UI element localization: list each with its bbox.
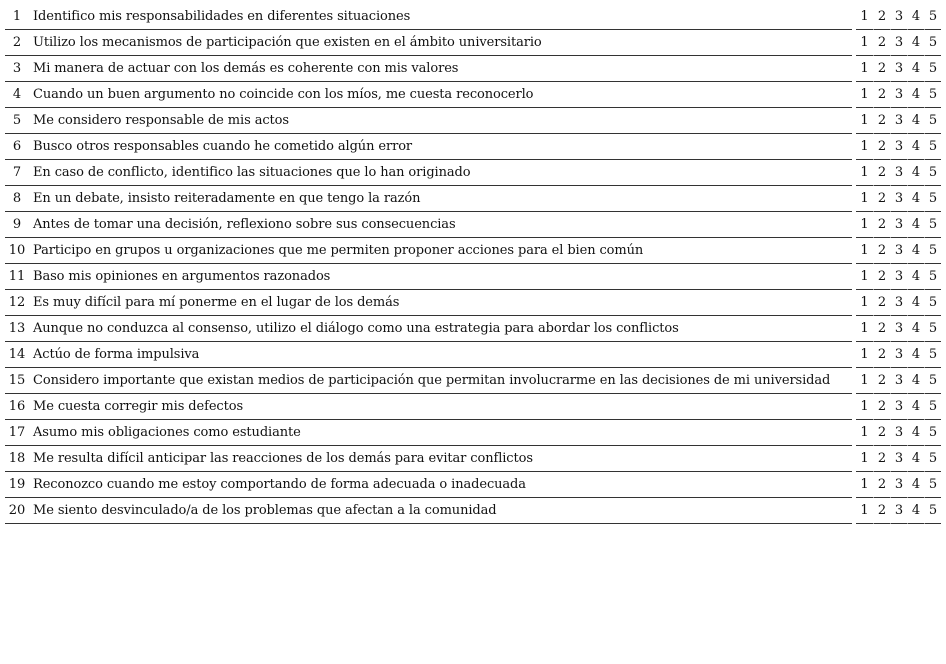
table-row (5, 108, 941, 134)
rating-option-5[interactable]: 5 (924, 498, 941, 524)
rating-option-3[interactable]: 3 (890, 30, 907, 56)
rating-option-5[interactable]: 5 (924, 108, 941, 134)
rating-option-2[interactable]: 2 (873, 394, 890, 420)
rating-option-2[interactable]: 2 (873, 498, 890, 524)
rating-option-3[interactable]: 3 (890, 290, 907, 316)
rating-option-1[interactable]: 1 (856, 342, 873, 368)
rating-option-3[interactable]: 3 (890, 4, 907, 30)
rating-option-3[interactable]: 3 (890, 472, 907, 498)
rating-option-3[interactable]: 3 (890, 212, 907, 238)
rating-option-2[interactable]: 2 (873, 160, 890, 186)
table-row (5, 82, 941, 108)
item-number: 2 (5, 30, 29, 56)
rating-option-3[interactable]: 3 (890, 56, 907, 82)
table-row (5, 4, 941, 30)
rating-option-1[interactable]: 1 (856, 108, 873, 134)
rating-option-4[interactable]: 4 (907, 290, 924, 316)
rating-option-1[interactable]: 1 (856, 30, 873, 56)
rating-option-3[interactable]: 3 (890, 446, 907, 472)
item-statement: Baso mis opiniones en argumentos razonados (29, 264, 852, 290)
item-statement: Cuando un buen argumento no coincide con los míos, me cuesta reconocerlo (29, 82, 852, 108)
rating-option-1[interactable]: 1 (856, 498, 873, 524)
rating-option-5[interactable]: 5 (924, 134, 941, 160)
rating-option-5[interactable]: 5 (924, 264, 941, 290)
rating-option-4[interactable]: 4 (907, 238, 924, 264)
table-row (5, 30, 941, 56)
table-row (5, 394, 941, 420)
item-statement: Asumo mis obligaciones como estudiante (29, 420, 852, 446)
rating-option-2[interactable]: 2 (873, 446, 890, 472)
item-number: 11 (5, 264, 29, 290)
rating-option-4[interactable]: 4 (907, 56, 924, 82)
rating-option-3[interactable]: 3 (890, 160, 907, 186)
item-statement: En caso de conflicto, identifico las situaciones que lo han originado (29, 160, 852, 186)
item-statement: Considero importante que existan medios de participación que permitan involucrarme en las decisiones de mi universidad (29, 368, 852, 394)
rating-option-3[interactable]: 3 (890, 394, 907, 420)
rating-option-1[interactable]: 1 (856, 472, 873, 498)
rating-option-3[interactable]: 3 (890, 82, 907, 108)
rating-option-1[interactable]: 1 (856, 160, 873, 186)
rating-option-2[interactable]: 2 (873, 212, 890, 238)
rating-option-4[interactable]: 4 (907, 446, 924, 472)
rating-option-1[interactable]: 1 (856, 82, 873, 108)
rating-option-2[interactable]: 2 (873, 186, 890, 212)
rating-option-5[interactable]: 5 (924, 186, 941, 212)
rating-option-4[interactable]: 4 (907, 394, 924, 420)
rating-option-5[interactable]: 5 (924, 368, 941, 394)
rating-option-2[interactable]: 2 (873, 342, 890, 368)
item-statement: Antes de tomar una decisión, reflexiono sobre sus consecuencias (29, 212, 852, 238)
item-statement: Me resulta difícil anticipar las reacciones de los demás para evitar conflictos (29, 446, 852, 472)
rating-option-4[interactable]: 4 (907, 108, 924, 134)
rating-option-4[interactable]: 4 (907, 498, 924, 524)
rating-option-1[interactable]: 1 (856, 4, 873, 30)
item-statement: Busco otros responsables cuando he cometido algún error (29, 134, 852, 160)
rating-option-4[interactable]: 4 (907, 342, 924, 368)
table-row (5, 238, 941, 264)
table-row (5, 420, 941, 446)
rating-option-2[interactable]: 2 (873, 290, 890, 316)
rating-option-5[interactable]: 5 (924, 56, 941, 82)
table-row (5, 212, 941, 238)
table-row (5, 160, 941, 186)
table-row (5, 498, 941, 524)
rating-option-4[interactable]: 4 (907, 368, 924, 394)
item-statement: Utilizo los mecanismos de participación que existen en el ámbito universitario (29, 30, 852, 56)
rating-option-4[interactable]: 4 (907, 82, 924, 108)
rating-option-2[interactable]: 2 (873, 368, 890, 394)
rating-option-1[interactable]: 1 (856, 134, 873, 160)
item-number: 5 (5, 108, 29, 134)
rating-option-5[interactable]: 5 (924, 316, 941, 342)
rating-option-2[interactable]: 2 (873, 4, 890, 30)
item-number: 9 (5, 212, 29, 238)
item-number: 8 (5, 186, 29, 212)
table-row (5, 316, 941, 342)
rating-option-3[interactable]: 3 (890, 264, 907, 290)
item-statement: Actúo de forma impulsiva (29, 342, 852, 368)
rating-option-5[interactable]: 5 (924, 212, 941, 238)
rating-option-4[interactable]: 4 (907, 420, 924, 446)
rating-option-1[interactable]: 1 (856, 420, 873, 446)
item-statement: Me considero responsable de mis actos (29, 108, 852, 134)
item-statement: Me cuesta corregir mis defectos (29, 394, 852, 420)
rating-option-1[interactable]: 1 (856, 368, 873, 394)
rating-option-5[interactable]: 5 (924, 82, 941, 108)
rating-option-1[interactable]: 1 (856, 264, 873, 290)
table-row (5, 472, 941, 498)
rating-option-3[interactable]: 3 (890, 342, 907, 368)
rating-option-2[interactable]: 2 (873, 30, 890, 56)
rating-option-5[interactable]: 5 (924, 4, 941, 30)
rating-option-4[interactable]: 4 (907, 160, 924, 186)
rating-option-4[interactable]: 4 (907, 4, 924, 30)
rating-option-1[interactable]: 1 (856, 186, 873, 212)
rating-option-2[interactable]: 2 (873, 316, 890, 342)
item-number: 14 (5, 342, 29, 368)
rating-option-3[interactable]: 3 (890, 108, 907, 134)
item-number: 19 (5, 472, 29, 498)
item-number: 1 (5, 4, 29, 30)
rating-option-4[interactable]: 4 (907, 186, 924, 212)
rating-option-3[interactable]: 3 (890, 420, 907, 446)
questionnaire-table (5, 4, 941, 524)
table-row (5, 446, 941, 472)
rating-option-2[interactable]: 2 (873, 472, 890, 498)
rating-option-2[interactable]: 2 (873, 238, 890, 264)
item-number: 10 (5, 238, 29, 264)
item-statement: Participo en grupos u organizaciones que me permiten proponer acciones para el bien común (29, 238, 852, 264)
rating-option-4[interactable]: 4 (907, 316, 924, 342)
item-number: 4 (5, 82, 29, 108)
rating-option-5[interactable]: 5 (924, 160, 941, 186)
rating-option-3[interactable]: 3 (890, 316, 907, 342)
item-statement: En un debate, insisto reiteradamente en que tengo la razón (29, 186, 852, 212)
rating-option-2[interactable]: 2 (873, 108, 890, 134)
rating-option-4[interactable]: 4 (907, 472, 924, 498)
rating-option-5[interactable]: 5 (924, 472, 941, 498)
table-row (5, 342, 941, 368)
rating-option-5[interactable]: 5 (924, 446, 941, 472)
rating-option-5[interactable]: 5 (924, 290, 941, 316)
rating-option-3[interactable]: 3 (890, 134, 907, 160)
item-number: 18 (5, 446, 29, 472)
rating-option-2[interactable]: 2 (873, 82, 890, 108)
rating-option-5[interactable]: 5 (924, 238, 941, 264)
rating-option-2[interactable]: 2 (873, 56, 890, 82)
rating-option-1[interactable]: 1 (856, 238, 873, 264)
rating-option-1[interactable]: 1 (856, 446, 873, 472)
item-number: 20 (5, 498, 29, 524)
table-row (5, 186, 941, 212)
rating-option-1[interactable]: 1 (856, 56, 873, 82)
item-number: 3 (5, 56, 29, 82)
rating-option-1[interactable]: 1 (856, 394, 873, 420)
rating-option-3[interactable]: 3 (890, 238, 907, 264)
rating-option-5[interactable]: 5 (924, 420, 941, 446)
rating-option-5[interactable]: 5 (924, 394, 941, 420)
rating-option-5[interactable]: 5 (924, 342, 941, 368)
rating-option-2[interactable]: 2 (873, 264, 890, 290)
rating-option-5[interactable]: 5 (924, 30, 941, 56)
item-statement: Reconozco cuando me estoy comportando de forma adecuada o inadecuada (29, 472, 852, 498)
item-statement: Aunque no conduzca al consenso, utilizo el diálogo como una estrategia para abordar los conflictos (29, 316, 852, 342)
item-statement: Identifico mis responsabilidades en diferentes situaciones (29, 4, 852, 30)
table-row (5, 290, 941, 316)
rating-option-3[interactable]: 3 (890, 498, 907, 524)
rating-option-1[interactable]: 1 (856, 316, 873, 342)
item-number: 15 (5, 368, 29, 394)
item-statement: Mi manera de actuar con los demás es coherente con mis valores (29, 56, 852, 82)
table-row (5, 56, 941, 82)
rating-option-1[interactable]: 1 (856, 290, 873, 316)
item-number: 17 (5, 420, 29, 446)
rating-option-4[interactable]: 4 (907, 30, 924, 56)
rating-option-4[interactable]: 4 (907, 264, 924, 290)
rating-option-3[interactable]: 3 (890, 186, 907, 212)
rating-option-3[interactable]: 3 (890, 368, 907, 394)
rating-option-2[interactable]: 2 (873, 420, 890, 446)
rating-option-4[interactable]: 4 (907, 134, 924, 160)
rating-option-2[interactable]: 2 (873, 134, 890, 160)
table-row (5, 134, 941, 160)
item-number: 13 (5, 316, 29, 342)
item-statement: Es muy difícil para mí ponerme en el lugar de los demás (29, 290, 852, 316)
rating-option-4[interactable]: 4 (907, 212, 924, 238)
table-row (5, 368, 941, 394)
item-statement: Me siento desvinculado/a de los problemas que afectan a la comunidad (29, 498, 852, 524)
rating-option-1[interactable]: 1 (856, 212, 873, 238)
item-number: 16 (5, 394, 29, 420)
item-number: 7 (5, 160, 29, 186)
item-number: 6 (5, 134, 29, 160)
item-number: 12 (5, 290, 29, 316)
table-row (5, 264, 941, 290)
